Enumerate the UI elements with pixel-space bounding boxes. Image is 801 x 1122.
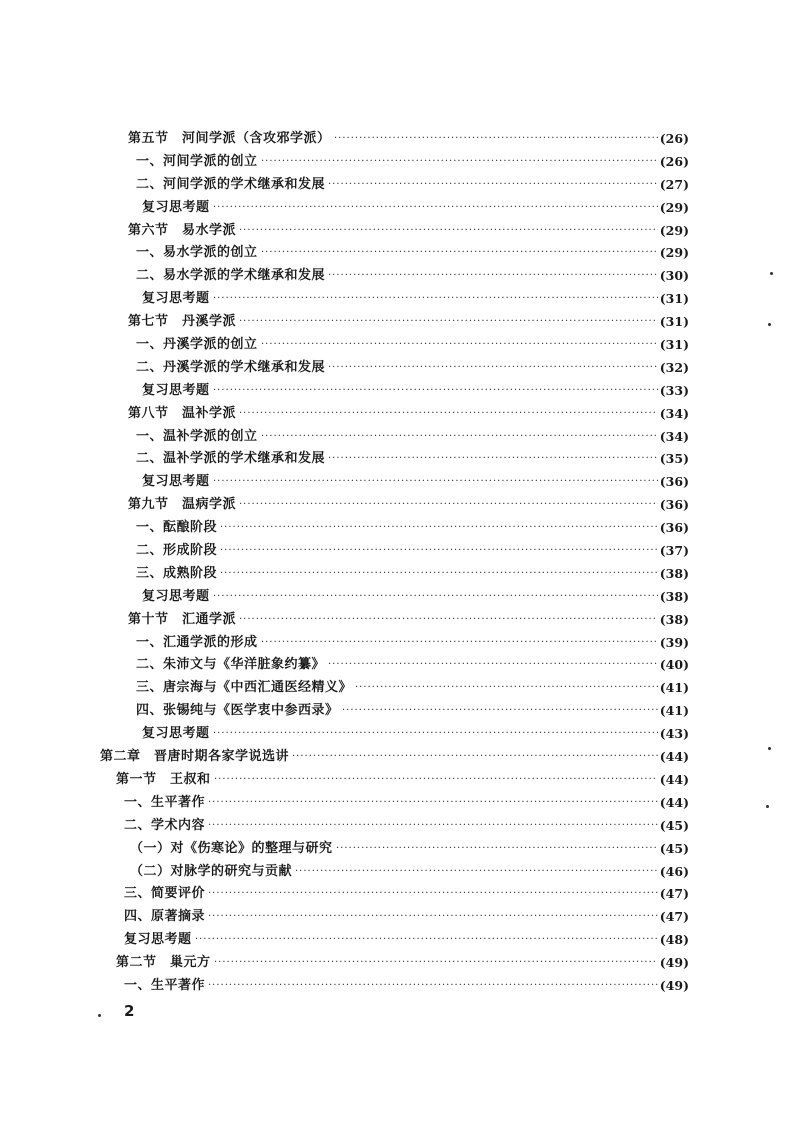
toc-entry-title: 一、温补学派的创立	[136, 426, 261, 449]
toc-entry-page: (39)	[658, 632, 689, 655]
toc-entry-title: 一、生平著作	[124, 792, 208, 815]
toc-entry-page: (27)	[658, 174, 689, 197]
toc-entry	[0, 494, 801, 517]
toc-entry-page: (37)	[658, 540, 689, 563]
dot-leader	[208, 883, 658, 906]
toc-entry-page: (30)	[658, 265, 689, 288]
toc-entry	[0, 677, 801, 700]
toc-entry	[0, 861, 801, 884]
toc-entry-title: （二）对脉学的研究与贡献	[130, 861, 295, 884]
dot-leader	[261, 632, 658, 655]
toc-entry	[0, 654, 801, 677]
toc-entry	[0, 380, 801, 403]
toc-entry-title: 复习思考题	[142, 471, 213, 494]
dot-leader	[328, 654, 658, 677]
toc-entry	[0, 540, 801, 563]
scan-speck	[770, 272, 773, 275]
toc-entry	[0, 197, 801, 220]
toc-entry-page: (31)	[658, 288, 689, 311]
scan-speck	[768, 747, 771, 750]
toc-entry	[0, 517, 801, 540]
dot-leader	[195, 929, 658, 952]
toc-entry-page: (33)	[658, 380, 689, 403]
dot-leader	[213, 723, 658, 746]
toc-entry-page: (29)	[658, 220, 689, 243]
dot-leader	[239, 494, 658, 517]
toc-entry	[0, 265, 801, 288]
dot-leader	[261, 151, 658, 174]
toc-entry-page: (38)	[658, 563, 689, 586]
toc-entry	[0, 952, 801, 975]
toc-entry-title: 第六节 易水学派	[128, 220, 239, 243]
toc-entry-page: (31)	[658, 334, 689, 357]
toc-entry-title: 二、朱沛文与《华洋脏象约纂》	[136, 654, 328, 677]
toc-entry	[0, 334, 801, 357]
toc-entry	[0, 288, 801, 311]
scan-speck	[768, 323, 771, 326]
dot-leader	[336, 838, 658, 861]
toc-entry-page: (45)	[658, 838, 689, 861]
toc-entry-page: (34)	[658, 403, 689, 426]
toc-entry-title: 一、丹溪学派的创立	[136, 334, 261, 357]
dot-leader	[213, 197, 658, 220]
dot-leader	[342, 700, 658, 723]
toc-entry	[0, 929, 801, 952]
toc-entry-page: (49)	[658, 952, 689, 975]
toc-entry	[0, 471, 801, 494]
toc-entry-page: (41)	[658, 700, 689, 723]
toc-entry-page: (34)	[658, 426, 689, 449]
dot-leader	[214, 952, 658, 975]
dot-leader	[328, 357, 658, 380]
toc-entry-page: (46)	[658, 861, 689, 884]
scan-speck	[98, 1014, 101, 1017]
dot-leader	[213, 380, 658, 403]
dot-leader	[334, 128, 658, 151]
toc-entry-page: (36)	[658, 471, 689, 494]
toc-entry-title: 一、汇通学派的形成	[136, 632, 261, 655]
toc-entry-title: 复习思考题	[142, 380, 213, 403]
toc-entry	[0, 609, 801, 632]
toc-entry-page: (38)	[658, 609, 689, 632]
toc-entry	[0, 700, 801, 723]
dot-leader	[239, 403, 658, 426]
toc-entry-page: (44)	[658, 792, 689, 815]
toc-entry-title: （一）对《伤寒论》的整理与研究	[130, 838, 336, 861]
toc-entry-title: 第九节 温病学派	[128, 494, 239, 517]
dot-leader	[220, 563, 658, 586]
dot-leader	[261, 242, 658, 265]
toc-entry-title: 二、学术内容	[124, 815, 208, 838]
toc-entry-title: 第十节 汇通学派	[128, 609, 239, 632]
toc-entry-title: 第二章 晋唐时期各家学说选讲	[100, 746, 292, 769]
dot-leader	[295, 861, 658, 884]
toc-entry	[0, 242, 801, 265]
toc-entry-page: (47)	[658, 883, 689, 906]
page-number: 2	[124, 1002, 135, 1020]
toc-entry-title: 复习思考题	[142, 288, 213, 311]
dot-leader	[292, 746, 658, 769]
toc-entry-title: 三、唐宗海与《中西汇通医经精义》	[136, 677, 355, 700]
toc-entry-page: (35)	[658, 448, 689, 471]
toc-entry	[0, 632, 801, 655]
dot-leader	[239, 311, 658, 334]
toc-entry-title: 一、河间学派的创立	[136, 151, 261, 174]
dot-leader	[213, 586, 658, 609]
toc-entry-page: (44)	[658, 746, 689, 769]
toc-entry	[0, 151, 801, 174]
toc-entry-title: 第一节 王叔和	[116, 769, 214, 792]
toc-entry-title: 一、易水学派的创立	[136, 242, 261, 265]
toc-entry-page: (43)	[658, 723, 689, 746]
toc-entry-page: (38)	[658, 586, 689, 609]
toc-entry	[0, 838, 801, 861]
toc-entry-page: (44)	[658, 769, 689, 792]
toc-entry	[0, 311, 801, 334]
dot-leader	[261, 426, 658, 449]
toc-entry	[0, 769, 801, 792]
toc-entry	[0, 128, 801, 151]
dot-leader	[239, 220, 658, 243]
toc-entry-title: 一、生平著作	[124, 975, 208, 998]
scan-speck	[766, 805, 769, 808]
toc-entry-title: 二、形成阶段	[136, 540, 220, 563]
toc-entry-title: 复习思考题	[142, 197, 213, 220]
toc-entry-page: (26)	[658, 151, 689, 174]
toc-entry-title: 第八节 温补学派	[128, 403, 239, 426]
toc-entry-title: 第五节 河间学派（含攻邪学派）	[128, 128, 334, 151]
toc-entry-title: 二、易水学派的学术继承和发展	[136, 265, 328, 288]
toc-entry-page: (48)	[658, 929, 689, 952]
toc-entry	[0, 448, 801, 471]
dot-leader	[220, 540, 658, 563]
toc-entry	[0, 174, 801, 197]
toc-entry-page: (31)	[658, 311, 689, 334]
toc-entry	[0, 906, 801, 929]
toc-entry-page: (49)	[658, 975, 689, 998]
toc-entry-title: 复习思考题	[142, 586, 213, 609]
dot-leader	[208, 975, 658, 998]
toc-entry	[0, 220, 801, 243]
toc-entry-title: 三、简要评价	[124, 883, 208, 906]
toc-entry	[0, 563, 801, 586]
toc-entry	[0, 723, 801, 746]
toc-entry-page: (47)	[658, 906, 689, 929]
toc-entry-page: (40)	[658, 654, 689, 677]
toc-entry-page: (36)	[658, 494, 689, 517]
toc-entry	[0, 883, 801, 906]
toc-entry-title: 一、酝酿阶段	[136, 517, 220, 540]
dot-leader	[355, 677, 658, 700]
toc-entry	[0, 746, 801, 769]
toc-entry-page: (26)	[658, 128, 689, 151]
toc-entry-title: 第二节 巢元方	[116, 952, 214, 975]
dot-leader	[208, 815, 658, 838]
toc-entry	[0, 975, 801, 998]
toc-entry-title: 第七节 丹溪学派	[128, 311, 239, 334]
toc-entry-title: 复习思考题	[142, 723, 213, 746]
toc-entry-page: (45)	[658, 815, 689, 838]
toc-entry-title: 二、温补学派的学术继承和发展	[136, 448, 328, 471]
toc-entry-page: (29)	[658, 197, 689, 220]
toc-entry-title: 二、丹溪学派的学术继承和发展	[136, 357, 328, 380]
toc-entry-page: (41)	[658, 677, 689, 700]
dot-leader	[261, 334, 658, 357]
toc-entry	[0, 815, 801, 838]
toc-entry	[0, 792, 801, 815]
dot-leader	[239, 609, 658, 632]
toc-entry-page: (29)	[658, 242, 689, 265]
toc-entry-title: 复习思考题	[124, 929, 195, 952]
dot-leader	[328, 265, 658, 288]
dot-leader	[214, 769, 658, 792]
toc-entry-page: (36)	[658, 517, 689, 540]
table-of-contents	[0, 128, 801, 998]
dot-leader	[220, 517, 658, 540]
toc-entry	[0, 426, 801, 449]
dot-leader	[208, 792, 658, 815]
toc-entry	[0, 403, 801, 426]
dot-leader	[213, 288, 658, 311]
dot-leader	[213, 471, 658, 494]
toc-entry-title: 二、河间学派的学术继承和发展	[136, 174, 328, 197]
toc-entry-title: 三、成熟阶段	[136, 563, 220, 586]
dot-leader	[208, 906, 658, 929]
toc-entry-title: 四、原著摘录	[124, 906, 208, 929]
toc-entry	[0, 357, 801, 380]
toc-entry-page: (32)	[658, 357, 689, 380]
dot-leader	[328, 448, 658, 471]
toc-entry	[0, 586, 801, 609]
toc-entry-title: 四、张锡纯与《医学衷中参西录》	[136, 700, 342, 723]
dot-leader	[328, 174, 658, 197]
